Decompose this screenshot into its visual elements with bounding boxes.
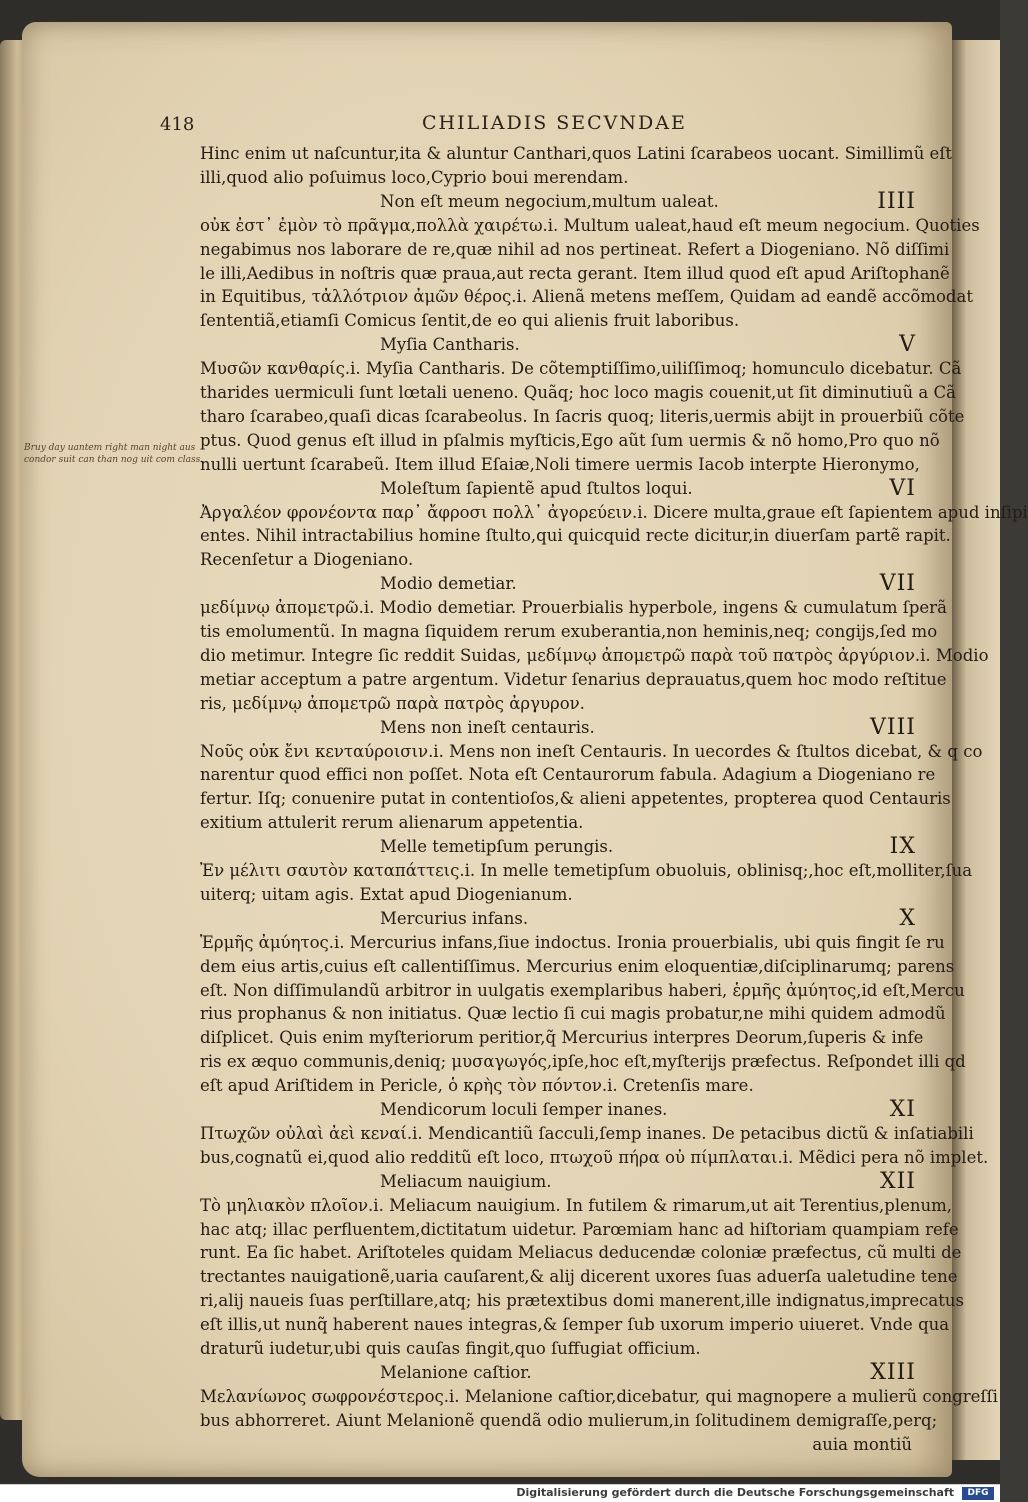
text-line bbox=[200, 309, 912, 333]
line-text: Τὸ μηλιακὸν πλοῖον.i. Meliacum nauigium. In futilem & rimarum,ut ait Terentius,plenum, bbox=[200, 1195, 953, 1215]
adage-numeral: XI bbox=[889, 1097, 916, 1122]
text-line bbox=[200, 405, 965, 429]
text-line bbox=[200, 668, 947, 692]
fragment bbox=[962, 190, 998, 202]
adage-title: Melle temetipſum perungis. bbox=[380, 837, 614, 857]
line-text: οὐκ ἐστ᾽ ἐμὸν τὸ πρᾶγμα,πολλὰ χαιρέτω.i. Multum ualeat,haud eſt meum negocium. Quoties bbox=[200, 215, 980, 235]
text-line bbox=[200, 596, 947, 620]
text-line bbox=[200, 979, 965, 1003]
adage-numeral: VII bbox=[879, 571, 916, 597]
running-head bbox=[160, 112, 900, 142]
text-line bbox=[200, 955, 955, 979]
text-line bbox=[200, 1074, 912, 1098]
line-text: hac atq; illac perfluentem,dictitatum uidetur. Parœmiam hanc ad hiſtoriam quampiam refe bbox=[200, 1219, 959, 1239]
line-text: eſt illis,ut nunq̃ haberent naues integras,& ſemper ſub uxorum imperio uiueret. Vnde qua bbox=[200, 1315, 950, 1335]
text-line bbox=[200, 501, 1028, 525]
adage-numeral: IX bbox=[889, 834, 916, 860]
line-text: Μελανίωνος σωφρονέστερος.i. Melanione caſtior,dicebatur, qui magnopere a mulierũ congreſſi bbox=[200, 1386, 998, 1406]
text-line bbox=[200, 357, 962, 381]
text-line bbox=[200, 931, 945, 955]
text-line bbox=[200, 740, 983, 764]
line-text: narentur quod effici non poſſet. Nota eſt Centaurorum fabula. Adagium a Diogeniano re bbox=[200, 765, 936, 785]
text-line bbox=[200, 1122, 974, 1146]
text-line bbox=[200, 1313, 950, 1337]
text-line bbox=[200, 1026, 924, 1050]
line-text: diſplicet. Quis enim myſteriorum peritior,q̃ Mercurius interpres Deorum,ſuperis & infe bbox=[200, 1028, 924, 1048]
adage-heading bbox=[200, 1097, 916, 1122]
text-line bbox=[200, 285, 973, 309]
text-line bbox=[200, 1050, 966, 1074]
line-text: runt. Ea ſic habet. Ariſtoteles quidam Meliacus deducendæ coloniæ præfectus, cũ multi de bbox=[200, 1243, 962, 1263]
text-line bbox=[200, 1385, 998, 1409]
adage-numeral: VIII bbox=[870, 714, 916, 740]
line-text: Ἑρμῆς ἀμύητος.i. Mercurius infans,ſiue indoctus. Ironia prouerbialis, ubi quis fingit ſe ru bbox=[200, 932, 945, 952]
line-text: Recenſetur a Diogeniano. bbox=[200, 550, 414, 570]
line-text: trectantes nauigationẽ,uaria cauſarent,& alij dicerent uxores ſuas aduerſa ualetudine tene bbox=[200, 1267, 958, 1287]
text-line bbox=[200, 1337, 912, 1361]
adage-title: Myſia Cantharis. bbox=[380, 335, 520, 355]
line-text: metiar acceptum a patre argentum. Videtur ſenarius deprauatus,quem hoc modo reſtitue bbox=[200, 669, 947, 689]
text-line bbox=[200, 644, 989, 668]
line-text: exitium attulerit rerum alienarum appetentia. bbox=[200, 813, 584, 833]
text-line bbox=[200, 1409, 938, 1433]
footer-bar bbox=[0, 1484, 1000, 1502]
adage-heading bbox=[200, 1359, 916, 1385]
line-text: bus,cognatũ ei,quod alio redditũ eſt loco, πτωχοῦ πήρα οὐ πίμπλαται.i. Mẽdici pera nõ implet. bbox=[200, 1147, 989, 1167]
line-text: dem eius artis,cuius eſt callentiſſimus. Mercurius enim eloquentiæ,diſciplinarumq; parens bbox=[200, 956, 955, 976]
text-line bbox=[200, 262, 950, 286]
adage-title: Melanione caſtior. bbox=[380, 1362, 532, 1382]
line-text: tharo ſcarabeo,quaſi dicas ſcarabeolus. In ſacris quoq; literis,uermis abijt in prouerbiũ cõte bbox=[200, 406, 965, 426]
line-text: le illi,Aedibus in noſtris quæ praua,aut recta gerant. Item illud quod eſt apud Ariſtophanẽ bbox=[200, 263, 950, 283]
dfg-logo: DFG bbox=[962, 1487, 994, 1500]
line-text: Νοῦς οὐκ ἔνι κενταύροισιν.i. Mens non ineſt Centauris. In uecordes & ſtultos dicebat, & q co bbox=[200, 741, 983, 761]
text-line bbox=[200, 811, 912, 835]
adage-title: Moleſtum ſapientẽ apud ſtultos loqui. bbox=[380, 478, 693, 498]
text-line bbox=[200, 524, 951, 548]
adage-numeral: X bbox=[899, 905, 916, 931]
line-text: ptus. Quod genus eſt illud in pſalmis myſticis,Ego aũt ſum uermis & nõ homo,Pro quo nõ bbox=[200, 430, 940, 450]
text-line bbox=[200, 548, 912, 572]
marginal-note: Bruy day uantem right man night aus condor suit can than nog uit com class. bbox=[24, 443, 204, 465]
line-text: dio metimur. Integre ſic reddit Suidas, μεδίμνῳ ἀπομετρῶ παρὰ τοῦ πατρὸς ἀργύριον.i. Modio bbox=[200, 645, 989, 665]
line-text: μεδίμνῳ ἀπομετρῶ.i. Modio demetiar. Prouerbialis hyperbole, ingens & cumulatum ſperã bbox=[200, 598, 947, 618]
text-line bbox=[200, 429, 940, 453]
line-text: in Equitibus, τἀλλότριον ἀμῶν θέρος.i. Alienã metens meſſem, Quidam ad eandẽ accõmodat bbox=[200, 287, 973, 307]
adage-title: Mercurius infans. bbox=[380, 908, 529, 928]
line-text: ri,alij naueis ſuas perſtillare,atq; his prætextibus domi manerent,ille indignatus,imprecatus bbox=[200, 1291, 964, 1311]
adage-heading bbox=[200, 834, 916, 860]
line-text: Ἐν μέλιτι σαυτὸν καταπάττεις.i. In melle temetipſum obuoluis, oblinisq;,hoc eſt,molliter,ſua bbox=[200, 861, 973, 880]
adage-heading bbox=[200, 188, 916, 214]
text-line bbox=[200, 142, 953, 166]
line-text: draturũ iudetur,ubi quis cauſas fingit,quo ſuffugiat officium. bbox=[200, 1339, 701, 1358]
line-text: entes. Nihil intractabilius homine ſtulto,qui quicquid recte dicitur,in diuerſam partẽ rapit. bbox=[200, 526, 951, 546]
adage-heading bbox=[200, 332, 916, 358]
text-line bbox=[200, 787, 951, 811]
line-text: nulli uertunt ſcarabeũ. Item illud Eſaiæ,Noli timere uermis Iacob interpte Hieronymo, bbox=[200, 454, 920, 474]
adage-heading bbox=[200, 905, 916, 931]
line-text: eſt apud Ariſtidem in Pericle, ὁ κρὴς τὸν πόντον.i. Cretenſis mare. bbox=[200, 1076, 754, 1096]
line-text: ris ex æquo communis,deniq; μυσαγωγός,ipſe,hoc eſt,myſterijs præfectus. Reſpondet illi qd bbox=[200, 1052, 966, 1072]
adage-numeral: IIII bbox=[877, 188, 916, 214]
text-line bbox=[200, 166, 912, 190]
adage-numeral: VI bbox=[889, 475, 916, 501]
text-line bbox=[200, 692, 912, 716]
adage-title: Mens non ineſt centauris. bbox=[380, 717, 595, 737]
line-text: negabimus nos laborare de re,quæ nihil ad nos pertineat. Refert a Diogeniano. Nõ diſſimi bbox=[200, 239, 950, 259]
adage-numeral: V bbox=[899, 332, 916, 358]
text-line bbox=[200, 620, 938, 644]
funding-notice: Digitalisierung gefördert durch die Deutsche Forschungsgemeinschaft bbox=[516, 1486, 954, 1499]
adage-heading bbox=[200, 714, 916, 740]
adage-numeral: XIII bbox=[870, 1359, 916, 1385]
text-line bbox=[200, 763, 936, 787]
line-text: illi,quod alio poſuimus loco,Cyprio boui merendam. bbox=[200, 167, 629, 187]
line-text: uiterq; uitam agis. Extat apud Diogenianum. bbox=[200, 884, 573, 904]
page-number: 418 bbox=[160, 114, 195, 135]
adage-title: Modio demetiar. bbox=[380, 574, 517, 594]
line-text: tis emolumentũ. In magna ſiquidem rerum exuberantia,non heminis,neq; congijs,ſed mo bbox=[200, 622, 938, 641]
text-line bbox=[200, 1146, 989, 1170]
adage-heading bbox=[200, 571, 916, 597]
line-text: rius prophanus & non initiatus. Quæ lectio ſi cui magis probatur,ne mihi quidem admodũ bbox=[200, 1004, 946, 1024]
text-line bbox=[200, 1194, 953, 1218]
line-text: tharides uermiculi ſunt lœtali ueneno. Quãq; hoc loco magis couenit,ut ſit diminutiuũ a Cã bbox=[200, 383, 956, 402]
line-text: ris, μεδίμνῳ ἀπομετρῶ παρὰ πατρὸς ἀργυρον. bbox=[200, 693, 585, 713]
text-line bbox=[200, 453, 920, 477]
line-text: fertur. Iſq; conuenire putat in contentioſos,& alieni appetentes, propterea quod Centauris bbox=[200, 789, 951, 809]
line-text: Hinc enim ut naſcuntur,ita & aluntur Canthari,quos Latini ſcarabeos uocant. Simillimũ eſt bbox=[200, 144, 953, 163]
adage-heading bbox=[200, 475, 916, 501]
running-title: CHILIADIS SECVNDAE bbox=[422, 112, 687, 134]
text-line bbox=[200, 1265, 958, 1289]
text-line bbox=[200, 1241, 962, 1265]
adage-heading bbox=[200, 1168, 916, 1194]
text-line bbox=[200, 1218, 959, 1242]
text-line bbox=[200, 1433, 912, 1457]
line-text: Μυσῶν κανθαρίς.i. Myſia Cantharis. De cõtemptiſſimo,uiliſſimoq; homunculo dicebatur. Cã bbox=[200, 359, 962, 379]
text-line bbox=[200, 1002, 946, 1026]
adage-title: Meliacum nauigium. bbox=[380, 1171, 552, 1191]
line-text: ſententiã,etiamſi Comicus ſentit,de eo qui alienis fruit laboribus. bbox=[200, 311, 740, 331]
line-text: Πτωχῶν οὐλαὶ ἀεὶ κεναί.i. Mendicantiũ ſacculi,ſemp inanes. De petacibus dictũ & inſatiabili bbox=[200, 1123, 974, 1143]
line-text: bus abhorreret. Aiunt Melanionẽ quendã odio mulierum,in ſolitudinem demigraſſe,perq; bbox=[200, 1410, 938, 1430]
line-text: eſt. Non diſſimulandũ arbitror in uulgatis exemplaribus haberi, ἑρμῆς ἀμύητος,id eſt,Mercu bbox=[200, 980, 965, 1000]
adage-title: Non eſt meum negocium,multum ualeat. bbox=[380, 191, 719, 211]
text-line bbox=[200, 1289, 964, 1313]
text-line bbox=[200, 381, 956, 405]
text-line bbox=[200, 238, 950, 262]
line-text: Ἀργαλέον φρονέοντα παρ᾽ ἄφροσι πολλ᾽ ἀγορεύειν.i. Dicere multa,graue eſt ſapientem apud inſipi bbox=[200, 502, 1028, 522]
adage-numeral: XII bbox=[879, 1168, 916, 1194]
line-text: auia montiũ bbox=[812, 1434, 912, 1454]
adage-title: Mendicorum loculi ſemper inanes. bbox=[380, 1100, 668, 1119]
text-line bbox=[200, 859, 973, 883]
text-line bbox=[200, 214, 980, 238]
text-line bbox=[200, 883, 912, 907]
